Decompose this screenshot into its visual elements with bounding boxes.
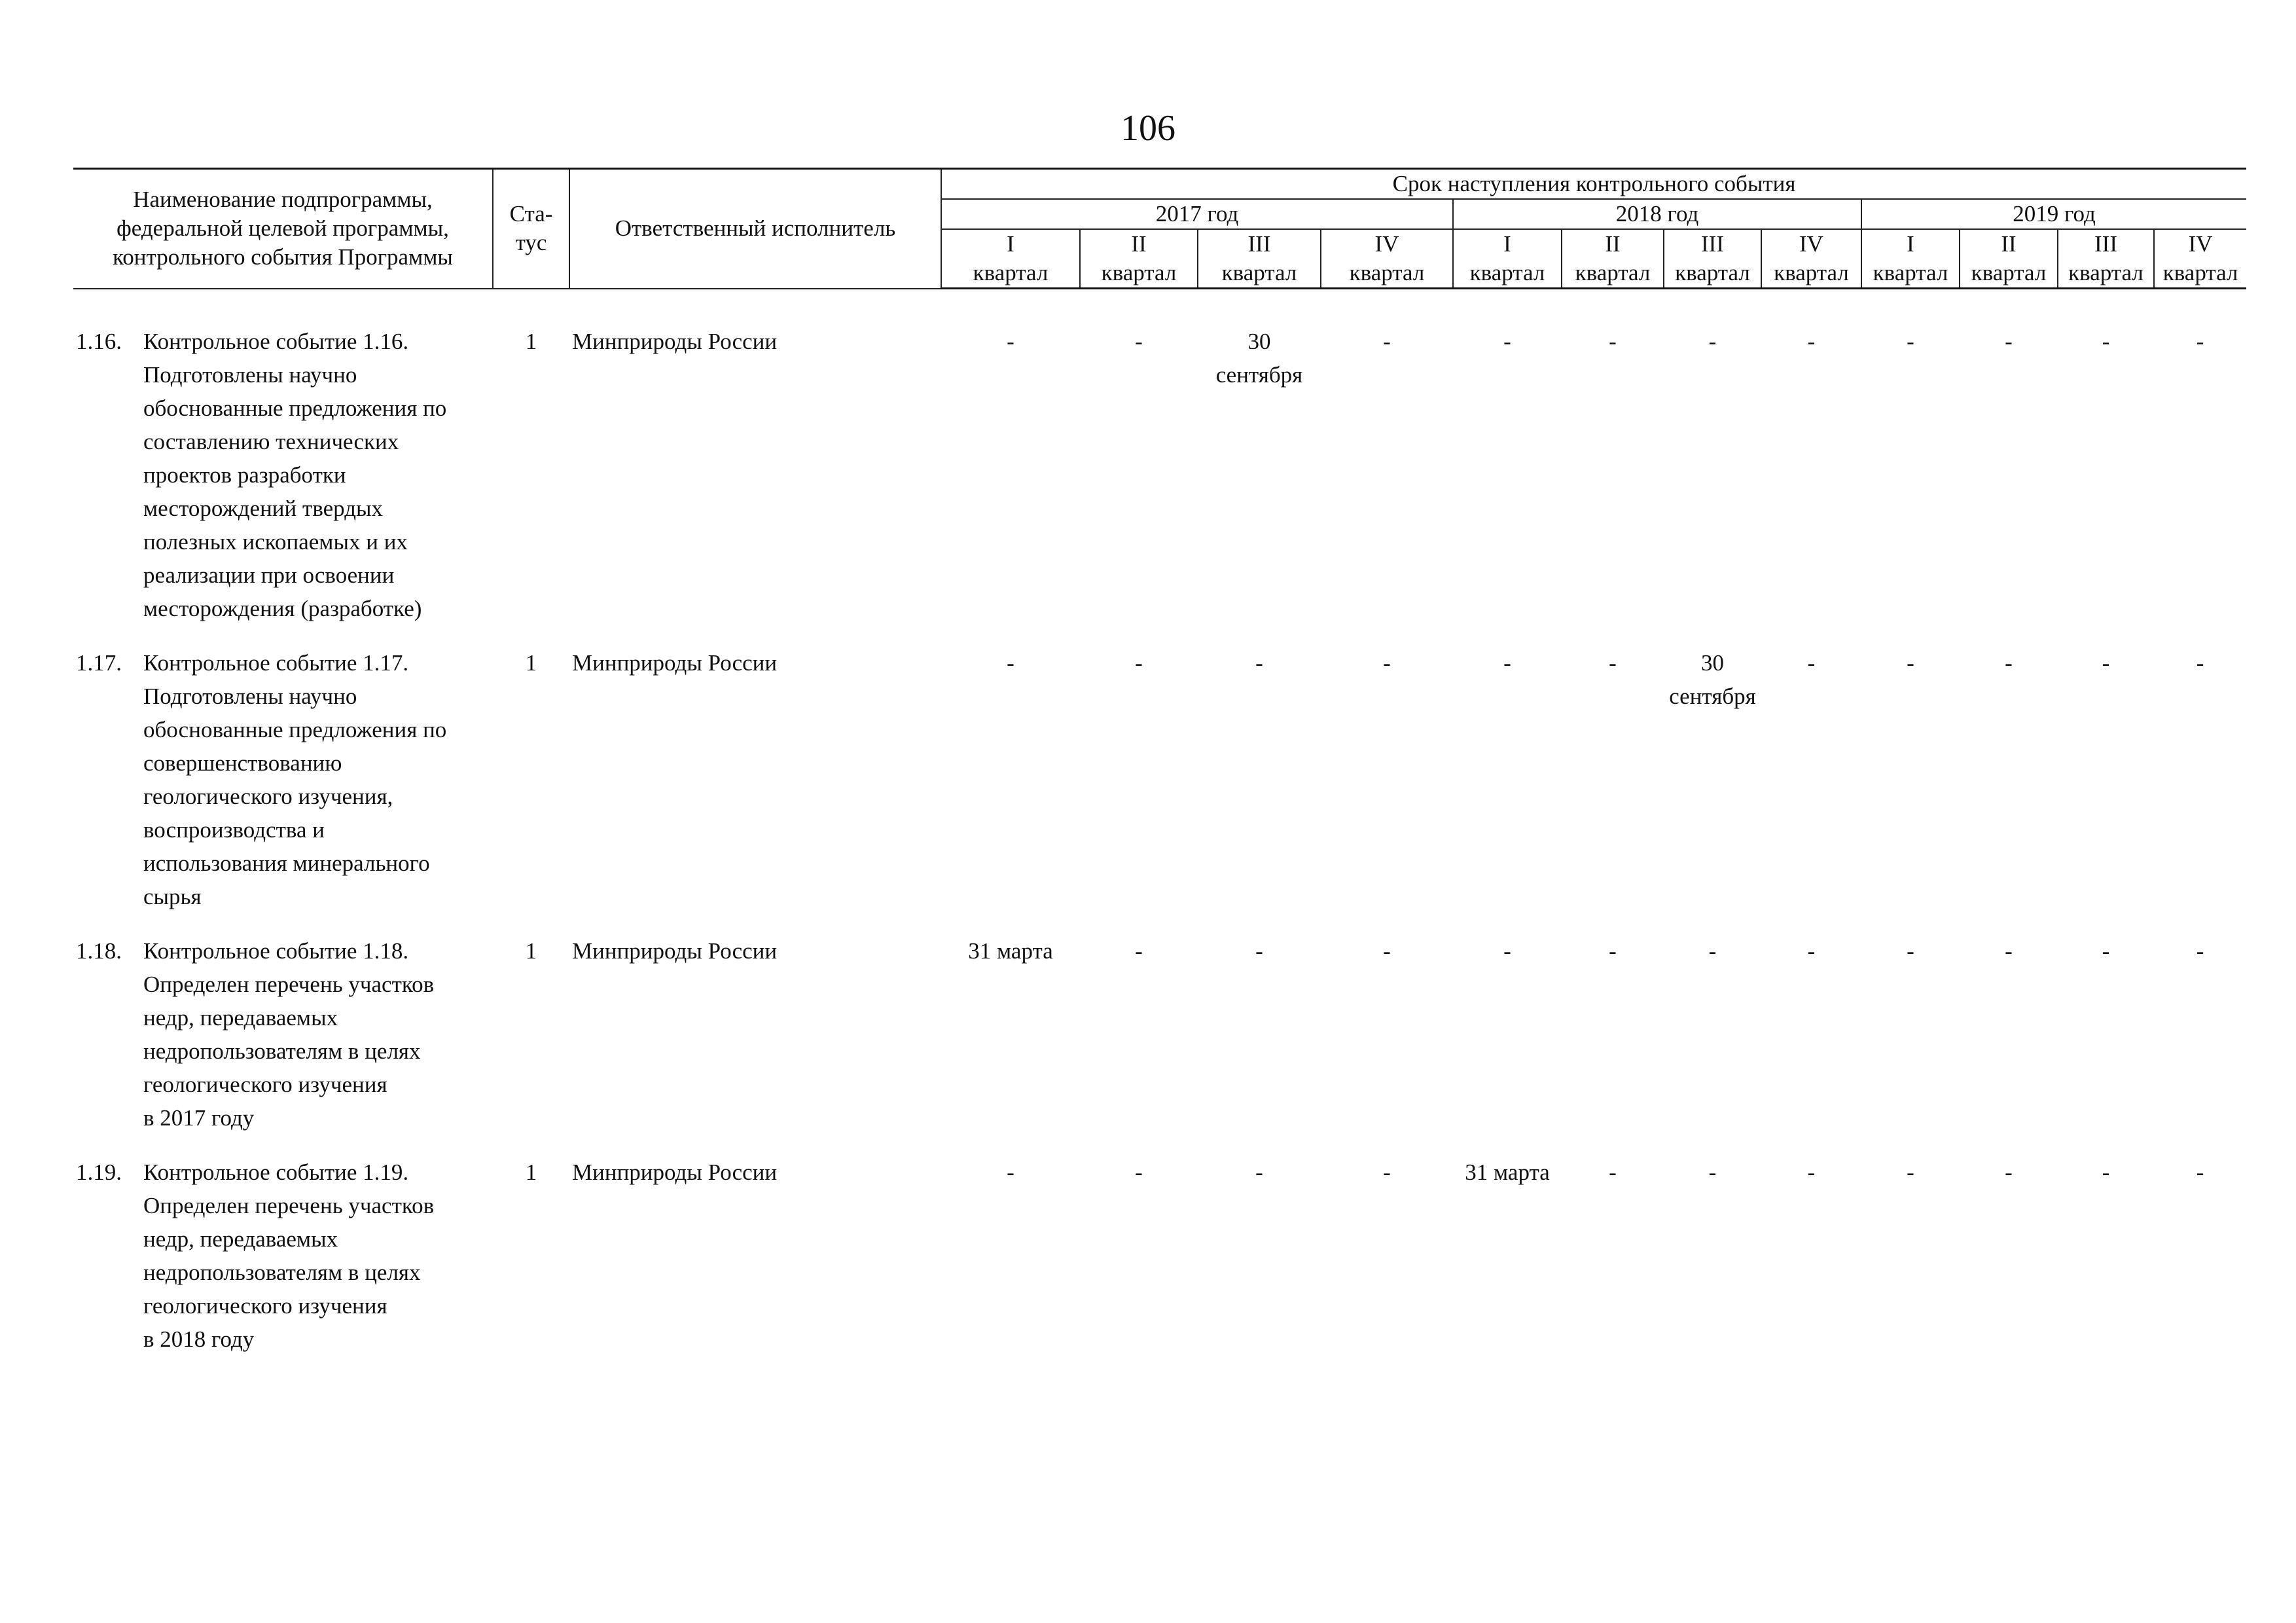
- header-quarter-4: [1321, 229, 1453, 289]
- event-name-line: Контрольное событие 1.17.: [143, 650, 409, 676]
- header-quarter-10: [1960, 229, 2058, 289]
- quarter-roman: I: [1907, 231, 1914, 257]
- header-quarter-3: [1198, 229, 1321, 289]
- quarter-cell-5: [1453, 934, 1562, 1135]
- event-number: 1.18.: [76, 938, 122, 964]
- cell-value: -: [1708, 938, 1717, 964]
- cell-value: -: [1135, 650, 1143, 676]
- quarter-label: квартал: [1774, 260, 1849, 285]
- cell-value: -: [1708, 329, 1717, 354]
- quarter-roman: IV: [2188, 231, 2213, 257]
- cell-value: -: [1609, 938, 1617, 964]
- cell-value: -: [1708, 1159, 1717, 1185]
- event-name-line: Определен перечень участков: [143, 1193, 435, 1218]
- quarter-cell-11: [2058, 1156, 2154, 1356]
- quarter-cell-12: [2154, 934, 2246, 1135]
- cell-value: -: [2005, 938, 2013, 964]
- event-status: 1: [525, 329, 537, 354]
- table-row: [73, 325, 2246, 625]
- quarter-roman: II: [1605, 231, 1621, 257]
- schedule-sheet: [73, 168, 2246, 1356]
- quarter-roman: III: [1247, 231, 1271, 257]
- quarter-cell-4: [1321, 325, 1453, 625]
- quarter-cell-3: [1198, 325, 1321, 625]
- event-name-line: в 2017 году: [143, 1105, 255, 1131]
- quarter-cell-5: [1453, 646, 1562, 913]
- quarter-cell-1: [941, 646, 1080, 913]
- table-body: [73, 289, 2246, 1357]
- quarter-cell-1: [941, 325, 1080, 625]
- event-executor: Минприроды России: [572, 650, 778, 676]
- event-name-line: воспроизводства и: [143, 817, 325, 843]
- quarter-cell-3: [1198, 646, 1321, 913]
- event-name-line: Контрольное событие 1.19.: [143, 1159, 409, 1185]
- quarter-cell-11: [2058, 934, 2154, 1135]
- quarter-label: квартал: [1221, 260, 1297, 285]
- quarter-roman: II: [2001, 231, 2017, 257]
- event-number: 1.19.: [76, 1159, 122, 1185]
- cell-value: -: [1383, 650, 1391, 676]
- quarter-roman: IV: [1374, 231, 1399, 257]
- quarter-roman: I: [1007, 231, 1014, 257]
- cell-value: -: [1255, 938, 1263, 964]
- quarter-cell-2: [1080, 1156, 1198, 1356]
- quarter-cell-6: [1562, 646, 1664, 913]
- quarter-cell-6: [1562, 934, 1664, 1135]
- header-year-3: 2019 год: [1861, 199, 2246, 229]
- quarter-cell-4: [1321, 1156, 1453, 1356]
- header-name-column: Наименование подпрограммы, федеральной целевой программы, контрольного события Программы: [73, 169, 493, 289]
- quarter-cell-10: [1960, 646, 2058, 913]
- quarter-cell-10: [1960, 1156, 2058, 1356]
- event-name-line: проектов разработки: [143, 462, 346, 488]
- cell-value: -: [1907, 1159, 1914, 1185]
- cell-value: -: [2196, 329, 2204, 354]
- quarter-cell-10: [1960, 934, 2058, 1135]
- event-status: 1: [525, 938, 537, 964]
- quarter-roman: III: [1701, 231, 1724, 257]
- event-name-line: геологического изучения: [143, 1072, 387, 1097]
- quarter-cell-3: [1198, 934, 1321, 1135]
- quarter-label: квартал: [973, 260, 1049, 285]
- cell-value: -: [1503, 329, 1511, 354]
- event-name-line: Определен перечень участков: [143, 972, 435, 997]
- quarter-roman: III: [2094, 231, 2117, 257]
- cell-value: -: [1907, 650, 1914, 676]
- quarter-label: квартал: [1675, 260, 1750, 285]
- event-name-line: недр, передаваемых: [143, 1226, 338, 1252]
- event-executor: Минприроды России: [572, 1159, 778, 1185]
- quarter-cell-8: [1761, 646, 1861, 913]
- quarter-roman: IV: [1799, 231, 1823, 257]
- cell-value: -: [1503, 650, 1511, 676]
- header-quarter-8: [1761, 229, 1861, 289]
- quarter-cell-2: [1080, 934, 1198, 1135]
- table-row: [73, 1156, 2246, 1356]
- cell-value: -: [1907, 938, 1914, 964]
- table-header: [73, 169, 2246, 289]
- quarter-label: квартал: [1575, 260, 1651, 285]
- cell-value: -: [2102, 1159, 2110, 1185]
- event-name-line: в 2018 году: [143, 1326, 255, 1352]
- cell-value: -: [1255, 1159, 1263, 1185]
- quarter-label: квартал: [1469, 260, 1545, 285]
- cell-value: 31 марта: [968, 938, 1053, 964]
- quarter-label: квартал: [1101, 260, 1177, 285]
- cell-value: -: [1007, 1159, 1014, 1185]
- event-name-line: геологического изучения: [143, 1293, 387, 1319]
- table-row: [73, 934, 2246, 1135]
- header-quarter-7: [1664, 229, 1761, 289]
- event-name-line: совершенствованию: [143, 750, 342, 776]
- cell-value: сентября: [1669, 684, 1756, 709]
- quarter-cell-9: [1861, 646, 1960, 913]
- event-status: 1: [525, 1159, 537, 1185]
- cell-value: -: [1503, 938, 1511, 964]
- event-name-line: Контрольное событие 1.18.: [143, 938, 409, 964]
- cell-value: -: [2196, 938, 2204, 964]
- cell-value: -: [1807, 329, 1816, 354]
- cell-value: -: [1807, 1159, 1816, 1185]
- quarter-cell-5: [1453, 1156, 1562, 1356]
- cell-value: 30: [1247, 329, 1271, 354]
- quarter-cell-6: [1562, 325, 1664, 625]
- header-quarter-1: [941, 229, 1080, 289]
- quarter-cell-9: [1861, 1156, 1960, 1356]
- quarter-cell-11: [2058, 325, 2154, 625]
- cell-value: -: [1609, 650, 1617, 676]
- quarter-cell-1: [941, 1156, 1080, 1356]
- cell-value: -: [2102, 650, 2110, 676]
- quarter-roman: II: [1131, 231, 1147, 257]
- header-executor-column: Ответственный исполнитель: [569, 169, 941, 289]
- cell-value: 30: [1701, 650, 1724, 676]
- header-year-2: 2018 год: [1453, 199, 1861, 229]
- event-executor: Минприроды России: [572, 329, 778, 354]
- event-name: [141, 646, 493, 913]
- event-name-line: обоснованные предложения по: [143, 717, 447, 742]
- quarter-label: квартал: [2068, 260, 2144, 285]
- cell-value: -: [1907, 329, 1914, 354]
- cell-value: -: [1383, 938, 1391, 964]
- event-name-line: полезных ископаемых и их: [143, 529, 408, 555]
- header-quarter-6: [1562, 229, 1664, 289]
- control-events-table: [73, 168, 2246, 1356]
- event-name: [141, 1156, 493, 1356]
- quarter-label: квартал: [1349, 260, 1425, 285]
- cell-value: -: [1135, 1159, 1143, 1185]
- event-number: 1.16.: [76, 329, 122, 354]
- quarter-cell-7: [1664, 1156, 1761, 1356]
- event-name-line: недр, передаваемых: [143, 1005, 338, 1030]
- cell-value: -: [2196, 650, 2204, 676]
- quarter-cell-12: [2154, 646, 2246, 913]
- event-name-line: сырья: [143, 884, 202, 909]
- header-deadline-group: Срок наступления контрольного события: [941, 169, 2246, 200]
- event-name: [141, 934, 493, 1135]
- cell-value: -: [1609, 1159, 1617, 1185]
- cell-value: -: [2005, 650, 2013, 676]
- quarter-cell-7: [1664, 325, 1761, 625]
- cell-value: -: [1807, 938, 1816, 964]
- cell-value: -: [1609, 329, 1617, 354]
- header-quarter-9: [1861, 229, 1960, 289]
- quarter-cell-8: [1761, 1156, 1861, 1356]
- cell-value: -: [1255, 650, 1263, 676]
- event-name-line: реализации при освоении: [143, 562, 395, 588]
- cell-value: -: [1807, 650, 1816, 676]
- event-name-line: Подготовлены научно: [143, 362, 357, 388]
- cell-value: -: [1135, 938, 1143, 964]
- cell-value: -: [1007, 329, 1014, 354]
- quarter-cell-1: [941, 934, 1080, 1135]
- quarter-label: квартал: [1873, 260, 1948, 285]
- quarter-cell-7: [1664, 646, 1761, 913]
- quarter-cell-9: [1861, 934, 1960, 1135]
- event-number: 1.17.: [76, 650, 122, 676]
- header-quarter-11: [2058, 229, 2154, 289]
- quarter-cell-3: [1198, 1156, 1321, 1356]
- event-name-line: месторождений твердых: [143, 496, 384, 521]
- cell-value: -: [2005, 1159, 2013, 1185]
- quarter-cell-11: [2058, 646, 2154, 913]
- quarter-label: квартал: [2162, 260, 2238, 285]
- quarter-cell-12: [2154, 325, 2246, 625]
- cell-value: -: [1135, 329, 1143, 354]
- event-name-line: Подготовлены научно: [143, 684, 357, 709]
- quarter-cell-8: [1761, 325, 1861, 625]
- cell-value: -: [2102, 329, 2110, 354]
- quarter-cell-10: [1960, 325, 2058, 625]
- cell-value: 31 марта: [1465, 1159, 1550, 1185]
- quarter-cell-8: [1761, 934, 1861, 1135]
- cell-value: -: [2102, 938, 2110, 964]
- header-year-1: 2017 год: [941, 199, 1453, 229]
- event-name-line: Контрольное событие 1.16.: [143, 329, 409, 354]
- event-name-line: составлению технических: [143, 429, 399, 454]
- quarter-label: квартал: [1971, 260, 2047, 285]
- event-status: 1: [525, 650, 537, 676]
- header-quarter-5: [1453, 229, 1562, 289]
- quarter-cell-2: [1080, 646, 1198, 913]
- quarter-cell-9: [1861, 325, 1960, 625]
- quarter-cell-4: [1321, 646, 1453, 913]
- quarter-roman: I: [1503, 231, 1511, 257]
- cell-value: -: [2005, 329, 2013, 354]
- event-name-line: месторождения (разработке): [143, 596, 422, 621]
- event-name-line: использования минерального: [143, 850, 430, 876]
- header-quarter-12: [2154, 229, 2246, 289]
- quarter-cell-5: [1453, 325, 1562, 625]
- table-row: [73, 646, 2246, 913]
- quarter-cell-12: [2154, 1156, 2246, 1356]
- event-name-line: обоснованные предложения по: [143, 395, 447, 421]
- event-name: [141, 325, 493, 625]
- quarter-cell-6: [1562, 1156, 1664, 1356]
- page-number: 106: [1121, 108, 1175, 149]
- event-name-line: геологического изучения,: [143, 784, 393, 809]
- event-executor: Минприроды России: [572, 938, 778, 964]
- quarter-cell-2: [1080, 325, 1198, 625]
- cell-value: -: [2196, 1159, 2204, 1185]
- event-name-line: недропользователям в целях: [143, 1260, 421, 1285]
- cell-value: -: [1383, 1159, 1391, 1185]
- header-status-column: Ста-тус: [493, 169, 569, 289]
- event-name-line: недропользователям в целях: [143, 1038, 421, 1064]
- quarter-cell-4: [1321, 934, 1453, 1135]
- cell-value: -: [1007, 650, 1014, 676]
- header-quarter-2: [1080, 229, 1198, 289]
- cell-value: сентября: [1215, 362, 1303, 388]
- quarter-cell-7: [1664, 934, 1761, 1135]
- cell-value: -: [1383, 329, 1391, 354]
